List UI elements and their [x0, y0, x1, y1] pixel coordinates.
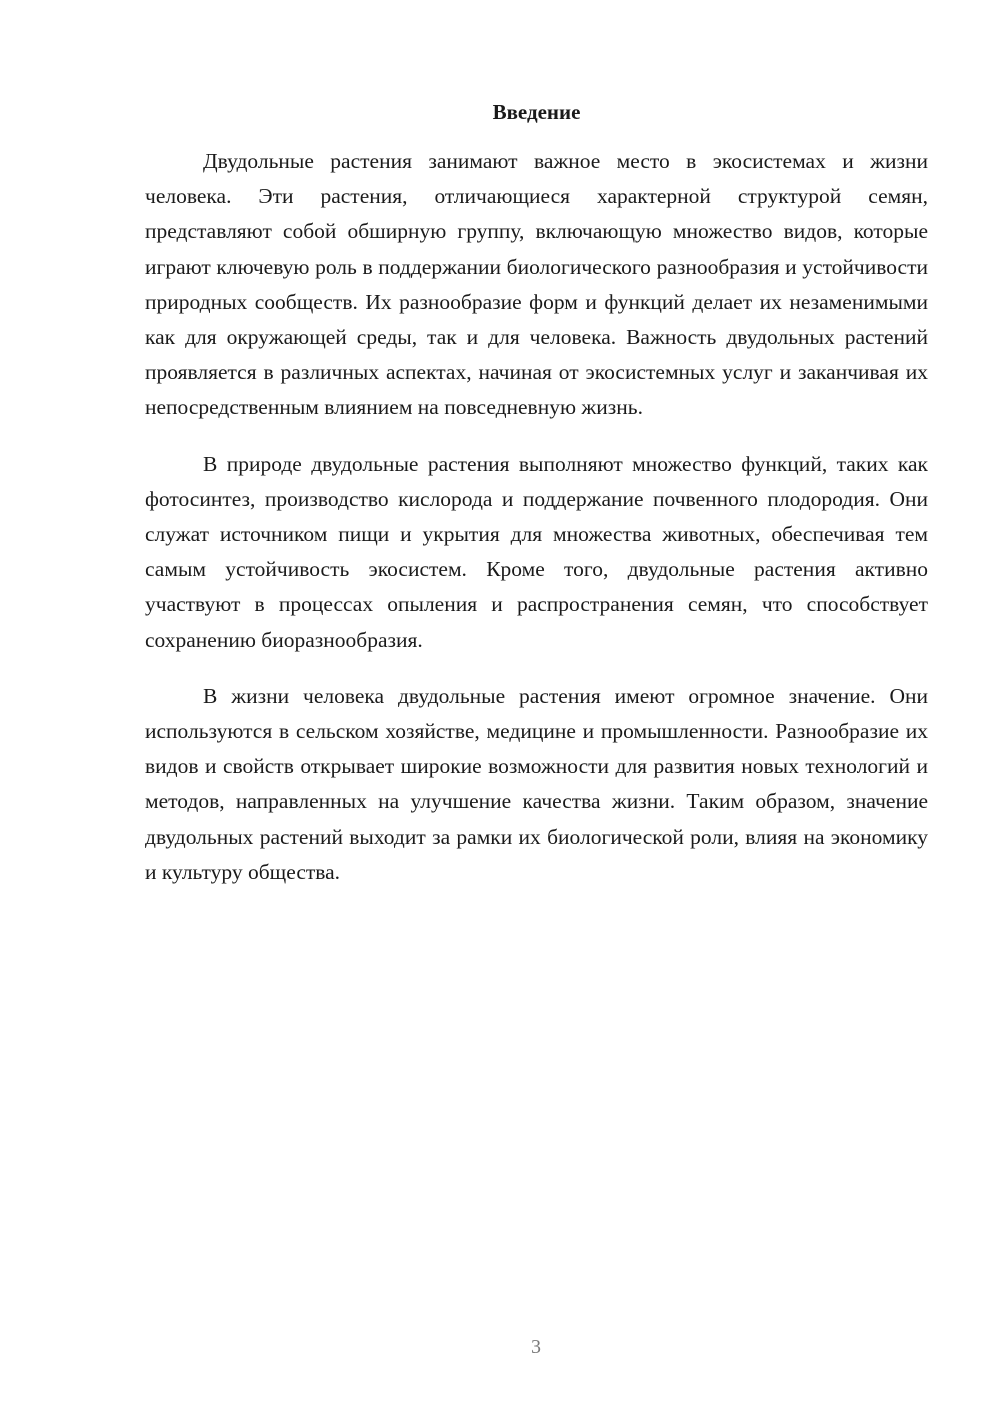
page-number: 3 [531, 1336, 541, 1358]
paragraph-3: В жизни человека двудольные растения имеют огромное значение. Они используются в сельском хозяйстве, медицине и промышленности. Разнообразие их видов и свойств открывает широкие возможности для развития новых технологий и методов, направленных на улучшение качества жизни. Таким образом, значение двудольных растений выходит за рамки их биологической роли, влияя на экономику и культуру общества. [145, 683, 928, 884]
document-body [145, 144, 928, 911]
page-title: Введение [492, 100, 581, 124]
paragraph-2: В природе двудольные растения выполняют множество функций, таких как фотосинтез, производство кислорода и поддержание почвенного плодородия. Они служат источником пищи и укрытия для множества животных, обеспечивая тем самым устойчивость экосистем. Кроме того, двудольные растения активно участвуют в процессах опыления и распространения семян, что способствует сохранению биоразнообразия. [145, 451, 928, 652]
paragraph-1: Двудольные растения занимают важное место в экосистемах и жизни человека. Эти растения, отличающиеся характерной структурой семян, представляют собой обширную группу, включающую множество видов, которые играют ключевую роль в поддержании биологического разнообразия и устойчивости природных сообществ. Их разнообразие форм и функций делает их незаменимыми как для окружающей среды, так и для человека. Важность двудольных растений проявляется в различных аспектах, начиная от экосистемных услуг и заканчивая их непосредственным влиянием на повседневную жизнь. [145, 149, 928, 420]
